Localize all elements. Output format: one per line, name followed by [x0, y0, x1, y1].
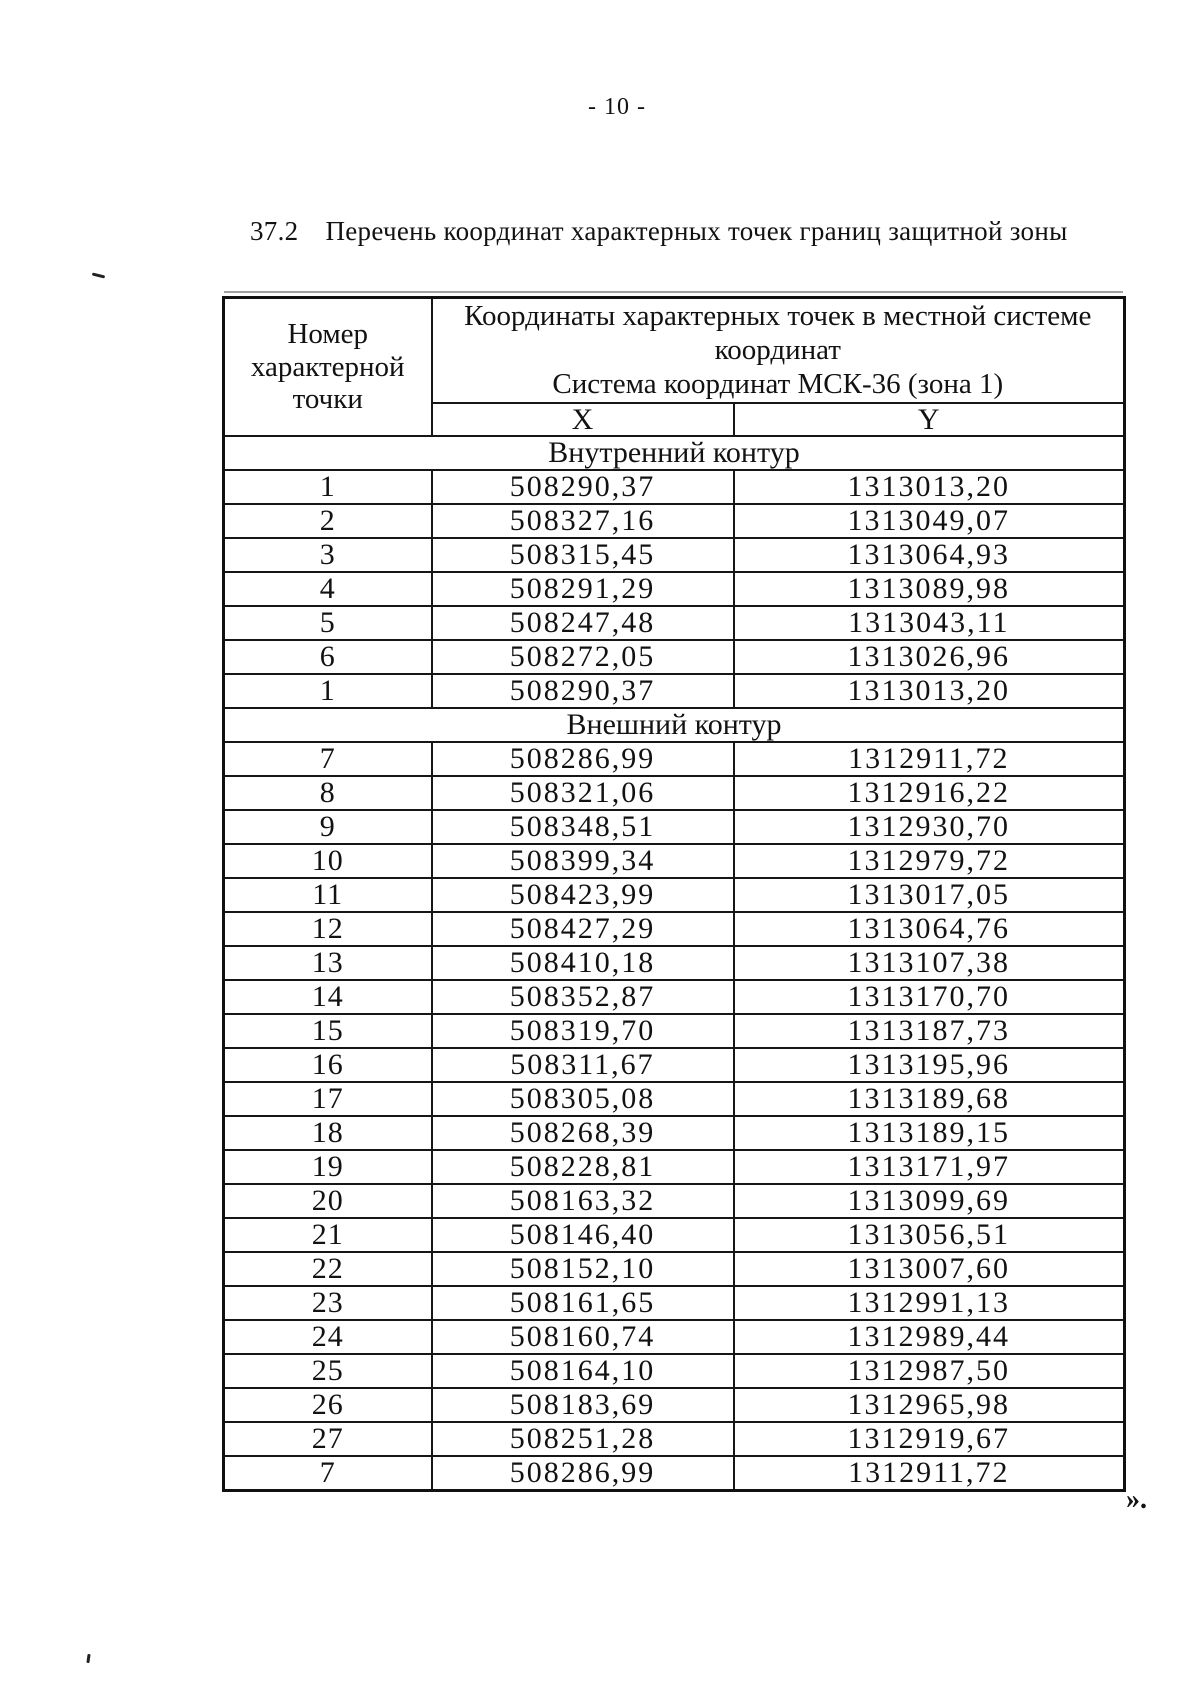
- point-number-cell: 21: [224, 1218, 432, 1252]
- y-coordinate-cell: 1313043,11: [734, 606, 1125, 640]
- point-number-cell: 23: [224, 1286, 432, 1320]
- page-number: - 10 -: [588, 94, 646, 120]
- coords-header-line-1: Координаты характерных точек в местной системе: [464, 300, 1092, 332]
- x-coordinate-cell: 508163,32: [432, 1184, 734, 1218]
- y-coordinate-cell: 1313049,07: [734, 504, 1125, 538]
- table-row: [224, 810, 1125, 844]
- x-coordinate-cell: 508348,51: [432, 810, 734, 844]
- y-coordinate-cell: 1312911,72: [734, 742, 1125, 776]
- x-coordinate-cell: 508305,08: [432, 1082, 734, 1116]
- x-coordinate-cell: 508291,29: [432, 572, 734, 606]
- point-number-cell: 16: [224, 1048, 432, 1082]
- y-coordinate-cell: 1313013,20: [734, 470, 1125, 504]
- closing-quote-mark: ».: [1126, 1484, 1147, 1515]
- y-coordinate-cell: 1313189,15: [734, 1116, 1125, 1150]
- x-coordinate-cell: 508399,34: [432, 844, 734, 878]
- y-coordinate-cell: 1313064,76: [734, 912, 1125, 946]
- point-number-cell: 7: [224, 1456, 432, 1490]
- y-coordinate-cell: 1313017,05: [734, 878, 1125, 912]
- scan-line-artifact: [224, 291, 1123, 293]
- point-number-cell: 19: [224, 1150, 432, 1184]
- y-coordinate-cell: 1312987,50: [734, 1354, 1125, 1388]
- x-coordinate-cell: 508427,29: [432, 912, 734, 946]
- point-number-cell: 9: [224, 810, 432, 844]
- table-row: [224, 912, 1125, 946]
- x-coordinate-cell: 508146,40: [432, 1218, 734, 1252]
- section-title: Внешний контур: [224, 708, 1125, 742]
- table-row: [224, 1354, 1125, 1388]
- x-coordinate-cell: 508164,10: [432, 1354, 734, 1388]
- column-header-x: X: [432, 403, 734, 437]
- table-row: [224, 1320, 1125, 1354]
- table-row: [224, 606, 1125, 640]
- section-heading-text: Перечень координат характерных точек границ защитной зоны: [325, 216, 1068, 246]
- coords-header-line-3: Система координат МСК-36 (зона 1): [552, 368, 1004, 401]
- table-row: [224, 1150, 1125, 1184]
- x-coordinate-cell: 508272,05: [432, 640, 734, 674]
- y-coordinate-cell: 1313013,20: [734, 674, 1125, 708]
- point-number-cell: 4: [224, 572, 432, 606]
- x-coordinate-cell: 508161,65: [432, 1286, 734, 1320]
- x-coordinate-cell: 508315,45: [432, 538, 734, 572]
- section-row: [224, 708, 1125, 742]
- x-coordinate-cell: 508268,39: [432, 1116, 734, 1150]
- section-heading: [250, 216, 1068, 247]
- x-coordinate-cell: 508423,99: [432, 878, 734, 912]
- x-coordinate-cell: 508286,99: [432, 742, 734, 776]
- x-coordinate-cell: 508319,70: [432, 1014, 734, 1048]
- y-coordinate-cell: 1313007,60: [734, 1252, 1125, 1286]
- y-coordinate-cell: 1312979,72: [734, 844, 1125, 878]
- y-coordinate-cell: 1313056,51: [734, 1218, 1125, 1252]
- x-coordinate-cell: 508228,81: [432, 1150, 734, 1184]
- x-coordinate-cell: 508321,06: [432, 776, 734, 810]
- y-coordinate-cell: 1312991,13: [734, 1286, 1125, 1320]
- table-row: [224, 538, 1125, 572]
- table-row: [224, 1422, 1125, 1456]
- point-number-cell: 27: [224, 1422, 432, 1456]
- table-row: [224, 1014, 1125, 1048]
- table-row: [224, 776, 1125, 810]
- point-number-cell: 6: [224, 640, 432, 674]
- x-coordinate-cell: 508160,74: [432, 1320, 734, 1354]
- point-number-cell: 7: [224, 742, 432, 776]
- table-row: [224, 1456, 1125, 1490]
- point-number-cell: 15: [224, 1014, 432, 1048]
- y-coordinate-cell: 1313089,98: [734, 572, 1125, 606]
- x-coordinate-cell: 508183,69: [432, 1388, 734, 1422]
- y-coordinate-cell: 1312965,98: [734, 1388, 1125, 1422]
- scan-artifact-speck: [86, 1654, 90, 1663]
- point-number-cell: 5: [224, 606, 432, 640]
- x-coordinate-cell: 508327,16: [432, 504, 734, 538]
- x-coordinate-cell: 508247,48: [432, 606, 734, 640]
- point-number-cell: 8: [224, 776, 432, 810]
- point-number-cell: 24: [224, 1320, 432, 1354]
- point-number-cell: 11: [224, 878, 432, 912]
- point-number-cell: 1: [224, 470, 432, 504]
- x-coordinate-cell: 508290,37: [432, 470, 734, 504]
- x-coordinate-cell: 508286,99: [432, 1456, 734, 1490]
- column-header-coordinates: [432, 298, 1125, 403]
- table-row: [224, 640, 1125, 674]
- table-row: [224, 946, 1125, 980]
- table-header-row-main: [224, 298, 1125, 403]
- x-coordinate-cell: 508352,87: [432, 980, 734, 1014]
- table-row: [224, 844, 1125, 878]
- x-coordinate-cell: 508251,28: [432, 1422, 734, 1456]
- point-number-cell: 13: [224, 946, 432, 980]
- section-heading-number: 37.2: [250, 216, 299, 246]
- y-coordinate-cell: 1312930,70: [734, 810, 1125, 844]
- table-row: [224, 674, 1125, 708]
- point-number-cell: 20: [224, 1184, 432, 1218]
- section-row: [224, 436, 1125, 470]
- x-coordinate-cell: 508290,37: [432, 674, 734, 708]
- point-number-cell: 12: [224, 912, 432, 946]
- scan-artifact-mark: [92, 272, 105, 278]
- table-row: [224, 742, 1125, 776]
- point-number-cell: 2: [224, 504, 432, 538]
- coords-header-line-2: координат: [714, 334, 841, 367]
- column-header-point-number: Номер характерной точки: [224, 298, 432, 437]
- x-coordinate-cell: 508152,10: [432, 1252, 734, 1286]
- table-row: [224, 1184, 1125, 1218]
- point-number-cell: 22: [224, 1252, 432, 1286]
- table-row: [224, 1218, 1125, 1252]
- y-coordinate-cell: 1312919,67: [734, 1422, 1125, 1456]
- table-row: [224, 1116, 1125, 1150]
- table-row: [224, 504, 1125, 538]
- table-row: [224, 470, 1125, 504]
- y-coordinate-cell: 1312916,22: [734, 776, 1125, 810]
- y-coordinate-cell: 1313064,93: [734, 538, 1125, 572]
- point-number-cell: 17: [224, 1082, 432, 1116]
- y-coordinate-cell: 1313189,68: [734, 1082, 1125, 1116]
- y-coordinate-cell: 1313187,73: [734, 1014, 1125, 1048]
- y-coordinate-cell: 1313099,69: [734, 1184, 1125, 1218]
- table-row: [224, 1388, 1125, 1422]
- table-row: [224, 1048, 1125, 1082]
- table-row: [224, 1252, 1125, 1286]
- y-coordinate-cell: 1312989,44: [734, 1320, 1125, 1354]
- table-row: [224, 1286, 1125, 1320]
- table-row: [224, 1082, 1125, 1116]
- x-coordinate-cell: 508311,67: [432, 1048, 734, 1082]
- point-number-cell: 1: [224, 674, 432, 708]
- y-coordinate-cell: 1313107,38: [734, 946, 1125, 980]
- table-row: [224, 572, 1125, 606]
- y-coordinate-cell: 1312911,72: [734, 1456, 1125, 1490]
- y-coordinate-cell: 1313170,70: [734, 980, 1125, 1014]
- x-coordinate-cell: 508410,18: [432, 946, 734, 980]
- point-number-cell: 10: [224, 844, 432, 878]
- point-number-cell: 25: [224, 1354, 432, 1388]
- table-row: [224, 980, 1125, 1014]
- point-number-cell: 26: [224, 1388, 432, 1422]
- point-number-cell: 14: [224, 980, 432, 1014]
- coordinates-table: [222, 296, 1126, 1492]
- y-coordinate-cell: 1313171,97: [734, 1150, 1125, 1184]
- y-coordinate-cell: 1313026,96: [734, 640, 1125, 674]
- point-number-cell: 3: [224, 538, 432, 572]
- point-number-cell: 18: [224, 1116, 432, 1150]
- section-title: Внутренний контур: [224, 436, 1125, 470]
- column-header-y: Y: [734, 403, 1125, 437]
- table-row: [224, 878, 1125, 912]
- y-coordinate-cell: 1313195,96: [734, 1048, 1125, 1082]
